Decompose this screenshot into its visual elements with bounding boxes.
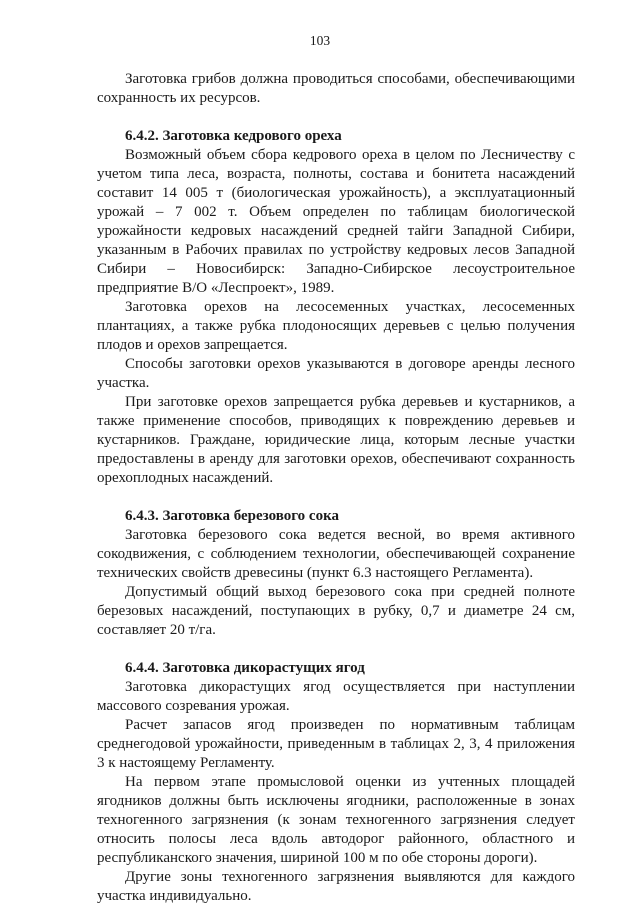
paragraph: Заготовка березового сока ведется весной, во время активного сокодвижения, с соблюдением технологии, обеспечивающей сохранение технических свойств древесины (пункт 6.3 настоящего Регламента). [97, 527, 575, 581]
section-heading: 6.4.4. Заготовка дикорастущих ягод [125, 660, 365, 676]
paragraph: Заготовка дикорастущих ягод осуществляется при наступлении массового созревания урожая. [97, 679, 575, 714]
section-heading: 6.4.3. Заготовка березового сока [125, 508, 340, 524]
section-cedar-nut [97, 127, 575, 488]
intro-paragraph: Заготовка грибов должна проводиться способами, обеспечивающими сохранность их ресурсов. [97, 71, 575, 106]
paragraph: Другие зоны техногенного загрязнения выявляются для каждого участка индивидуально. [97, 869, 575, 904]
paragraph: Заготовка орехов на лесосеменных участках, лесосеменных плантациях, а также рубка плодоносящих деревьев с целью получения плодов и орехов запрещается. [97, 299, 575, 353]
paragraph: Расчет запасов ягод произведен по нормативным таблицам среднегодовой урожайности, приведенным в таблицах 2, 3, 4 приложения 3 к настоящему Регламенту. [97, 717, 575, 771]
paragraph: Способы заготовки орехов указываются в договоре аренды лесного участка. [97, 356, 575, 391]
page-number: 103 [309, 33, 331, 48]
paragraph: При заготовке орехов запрещается рубка деревьев и кустарников, а также применение способов, приводящих к повреждению деревьев и кустарников. Граждане, юридические лица, которым лесные участки предоставлены в аренду для заготовки орехов, обеспечивают сохранность орехоплодных насаждений. [97, 394, 575, 486]
document-body [97, 70, 575, 906]
section-wild-berries [97, 659, 575, 906]
paragraph: На первом этапе промысловой оценки из учтенных площадей ягодников должны быть исключены ягодники, расположенные в зонах техногенного загрязнения (к зонам техногенного загрязнения следует относить полосы леса вдоль автодорог районного, областного и республиканского значения, шириной 100 м по обе стороны дороги). [97, 774, 575, 866]
paragraph: Допустимый общий выход березового сока при средней полноте березовых насаждений, поступающих в рубку, 0,7 и диаметре 24 см, составляет 20 т/га. [97, 584, 575, 638]
section-heading: 6.4.2. Заготовка кедрового ореха [125, 128, 342, 144]
paragraph: Возможный объем сбора кедрового ореха в целом по Лесничеству с учетом типа леса, возраста, полноты, состава и бонитета насаждений составит 14 005 т (биологическая урожайность), а эксплуатационный урожай – 7 002 т. Объем определен по таблицам биологической урожайности кедровых насаждений средней тайги Западной Сибири, указанным в Рабочих правилах по устройству кедровых лесов Западной Сибири – Новосибирск: Западно-Сибирское лесоустроительное предприятие В/О «Леспроект», 1989. [97, 147, 575, 296]
section-birch-sap [97, 507, 575, 640]
